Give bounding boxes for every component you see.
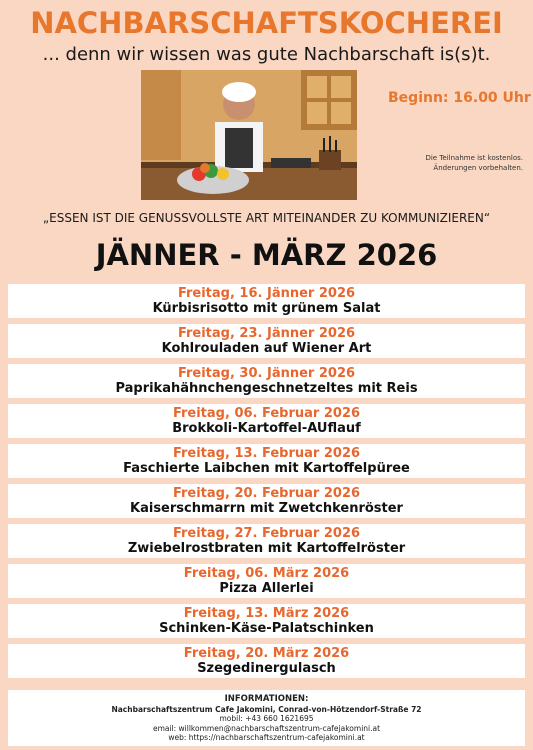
event-dish: Pizza Allerlei (219, 581, 314, 596)
event-item (8, 284, 525, 318)
event-date: Freitag, 16. Jänner 2026 (177, 286, 356, 301)
event-item (8, 604, 525, 638)
event-date: Freitag, 06. Februar 2026 (172, 406, 361, 421)
info-heading: INFORMATIONEN: (224, 694, 309, 704)
poster-title: NACHBARSCHAFTSKOCHEREI (30, 6, 503, 40)
event-dish: Kürbisrisotto mit grünem Salat (152, 301, 381, 316)
event-date: Freitag, 20. Februar 2026 (172, 486, 361, 501)
event-date: Freitag, 23. Jänner 2026 (177, 326, 356, 341)
chef-kitchen-illustration (141, 70, 357, 200)
poster-subtitle: ... denn wir wissen was gute Nachbarschaft is(s)t. (42, 44, 491, 65)
period-heading: JÄNNER - MÄRZ 2026 (95, 238, 438, 272)
event-date: Freitag, 20. März 2026 (183, 646, 350, 661)
event-dish: Szegedinergulasch (197, 661, 336, 676)
event-item (8, 524, 525, 558)
event-date: Freitag, 13. Februar 2026 (172, 446, 361, 461)
event-item (8, 644, 525, 678)
event-dish: Kaiserschmarrn mit Zwetchkenröster (130, 501, 403, 516)
event-item (8, 484, 525, 518)
event-date: Freitag, 13. März 2026 (183, 606, 350, 621)
info-box (8, 690, 525, 746)
event-list (8, 284, 525, 684)
event-item (8, 564, 525, 598)
motto-quote: „ESSEN IST DIE GENUSSVOLLSTE ART MITEINANDER ZU KOMMUNIZIEREN“ (42, 211, 491, 225)
note-line-changes: Änderungen vorbehalten. (433, 164, 523, 172)
cooking-photo (141, 70, 357, 200)
event-item (8, 444, 525, 478)
event-dish: Brokkoli-Kartoffel-AUflauf (172, 421, 361, 436)
info-web: web: https://nachbarschaftszentrum-cafejakomini.at (168, 733, 365, 742)
event-item (8, 364, 525, 398)
event-date: Freitag, 30. Jänner 2026 (177, 366, 356, 381)
event-dish: Faschierte Laibchen mit Kartoffelpüree (123, 461, 410, 476)
event-dish: Schinken-Käse-Palatschinken (159, 621, 374, 636)
info-mobile: mobil: +43 660 1621695 (219, 714, 314, 723)
event-date: Freitag, 06. März 2026 (183, 566, 350, 581)
info-organization: Nachbarschaftszentrum Cafe Jakomini, Conrad-von-Hötzendorf-Straße 72 (111, 704, 422, 714)
event-date: Freitag, 27. Februar 2026 (172, 526, 361, 541)
event-dish: Zwiebelrostbraten mit Kartoffelröster (127, 541, 406, 556)
event-item (8, 324, 525, 358)
event-dish: Kohlrouladen auf Wiener Art (161, 341, 372, 356)
note-line-free: Die Teilnahme ist kostenlos. (425, 154, 523, 162)
event-item (8, 404, 525, 438)
event-dish: Paprikahähnchengeschnetzeltes mit Reis (115, 381, 418, 396)
disclaimer-note (425, 153, 523, 173)
info-email: email: willkommen@nachbarschaftszentrum-cafejakomini.at (152, 723, 381, 733)
start-time: Beginn: 16.00 Uhr (388, 90, 531, 106)
